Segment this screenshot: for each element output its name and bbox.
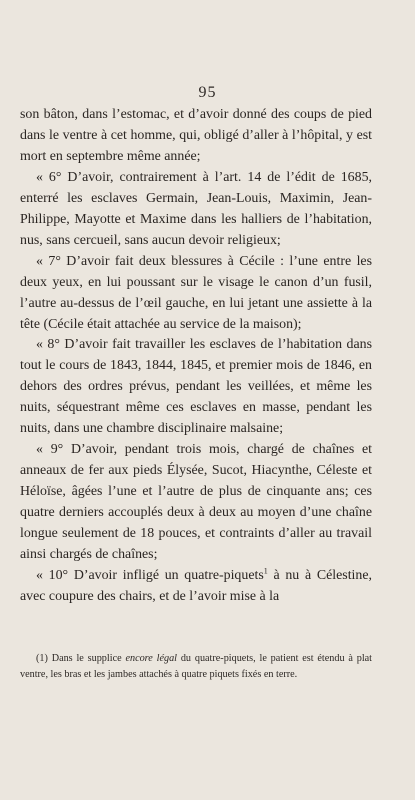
page-number: 95 [198, 84, 217, 101]
footnote [20, 651, 372, 683]
footnote-text [20, 651, 372, 683]
paragraph-item-6: « 6° D’avoir, contrairement à l’art. 14 de l’édit de 1685, enterré les esclaves Germain, Jean-Louis, Maximin, Jean-Philippe, Mayotte et Maxime dans les halliers de l’habitation, nus, sans cercueil, sans aucun devoir religieux; [20, 169, 372, 248]
paragraph-continuation: son bâton, dans l’estomac, et d’avoir donné des coups de pied dans le ventre à cet homme, qui, obligé d’aller à l’hôpital, y est mort en septembre même année; [20, 107, 372, 164]
footnote-emphasis: encore légal [125, 653, 177, 664]
paragraph-item-10-text-end: à nu à Célestine, avec coupure des chairs, et de l’avoir mise à la [20, 567, 372, 604]
paragraph-item-8: « 8° D’avoir fait travailler les esclaves de l’habitation dans tout le cours de 1843, 1844, 1845, et premier mois de 1846, en dehors des ordres prévus, pendant les veillées, et même les nuits, séquestrant même ces esclaves en masse, pendant les nuits, dans une chambre disciplinaire malsaine; [20, 337, 372, 437]
body-text [20, 105, 372, 608]
paragraph-item-7: « 7° D’avoir fait deux blessures à Cécile : l’une entre les deux yeux, en lui poussant sur le visage le canon d’un fusil, l’autre au-dessus de l’œil gauche, en lui jetant une assiette à la tête (Cécile était attachée au service de la maison); [20, 253, 372, 332]
footnote-reference: 1 [263, 566, 268, 576]
paragraph-item-9: « 9° D’avoir, pendant trois mois, chargé de chaînes et anneaux de fer aux pieds Élysée, Sucot, Hiacynthe, Céleste et Héloïse, âgées l’une et l’autre de plus de cinquante ans; ces quatre derniers accouplés deux à deux au moyen d’une chaîne longue seulement de 18 pouces, et contraints d’aller au travail ainsi chargés de chaînes; [20, 442, 372, 563]
paragraph-item-10-text-start: « 10° D’avoir infligé un quatre-piquets [36, 567, 264, 583]
paragraph-item-10 [20, 566, 372, 608]
footnote-text-end: du quatre-piquets, le patient est étendu à plat ventre, les bras et les jambes attachés à quatre piquets fixés en terre. [20, 653, 372, 680]
footnote-text-start: (1) Dans le supplice [36, 653, 126, 664]
